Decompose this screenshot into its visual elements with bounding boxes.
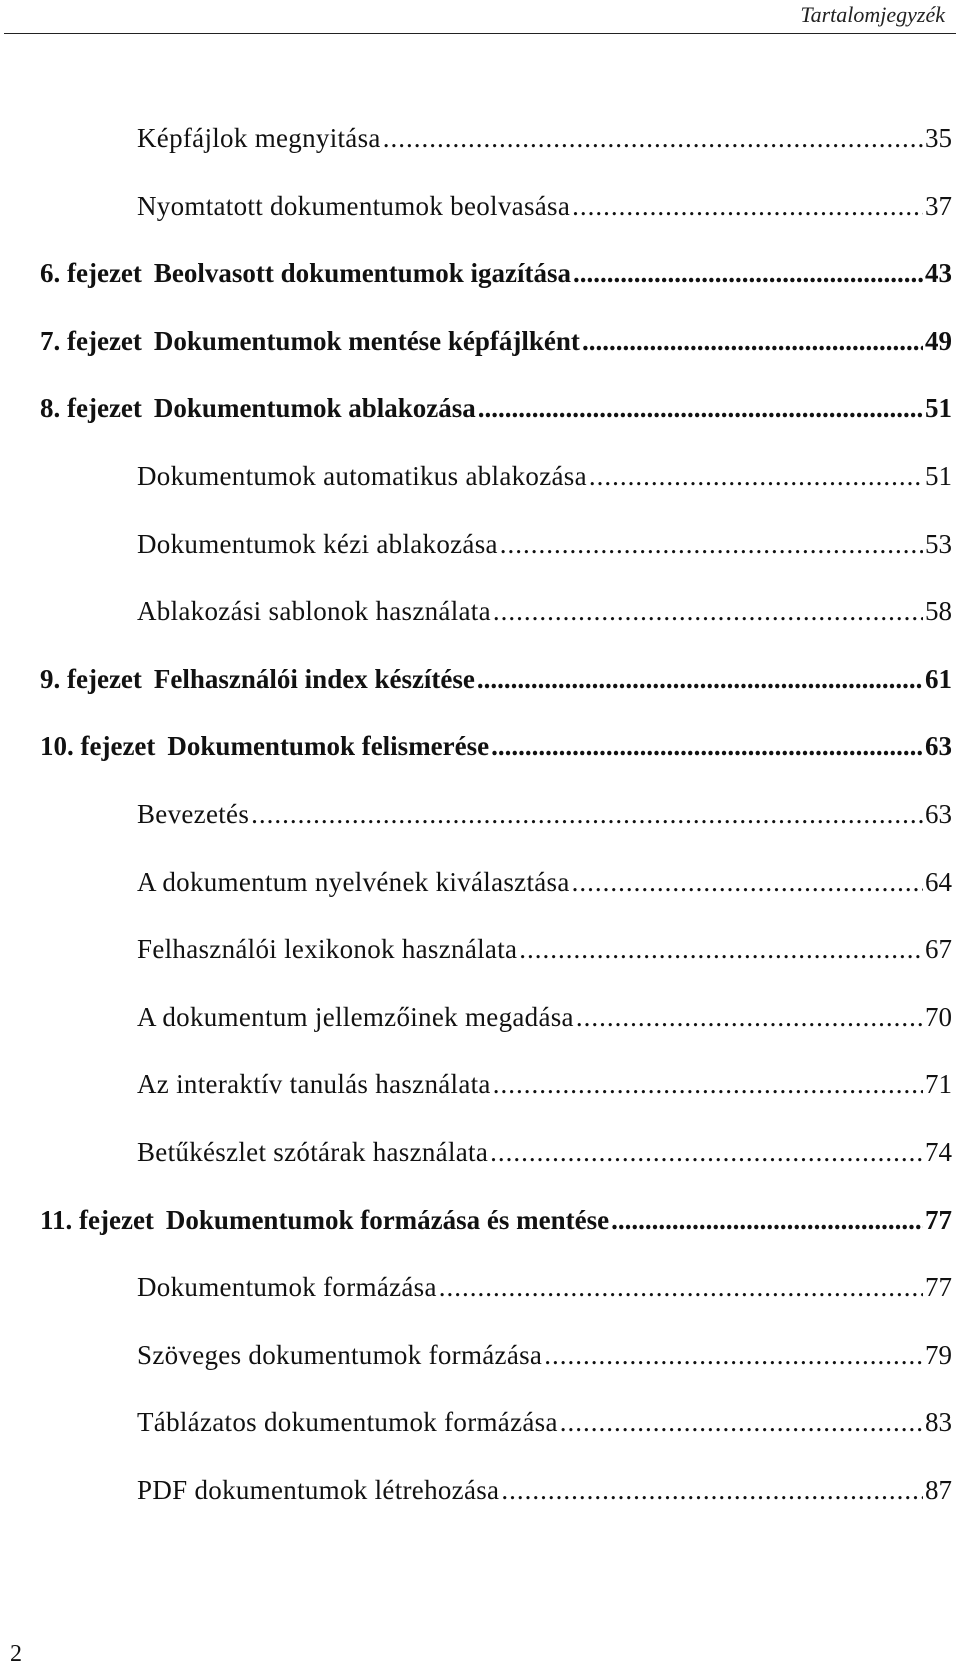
chapter-number: 9. fejezet — [40, 663, 142, 694]
toc-entry[interactable] — [40, 719, 952, 763]
dot-leader — [251, 797, 923, 831]
dot-leader — [560, 1405, 923, 1439]
toc-entry-label — [137, 189, 570, 223]
toc-entry-label — [137, 1473, 499, 1507]
dot-leader — [572, 189, 923, 223]
toc-page-number: 53 — [925, 528, 952, 559]
dot-leader — [493, 594, 923, 628]
toc-entry-label — [137, 1270, 437, 1304]
section-title: A dokumentum nyelvének kiválasztása — [137, 866, 570, 897]
toc-entry[interactable] — [137, 179, 952, 223]
dot-leader — [582, 324, 923, 358]
toc-entry-label — [40, 256, 571, 290]
toc-page-number: 87 — [925, 1475, 952, 1505]
section-title: Nyomtatott dokumentumok beolvasása — [137, 190, 571, 221]
toc-entry[interactable] — [137, 111, 952, 155]
dot-leader — [589, 459, 923, 493]
toc-page-number: 77 — [925, 1204, 952, 1235]
toc-entry-label — [137, 1067, 491, 1101]
dot-leader — [572, 865, 923, 899]
toc-entry[interactable] — [137, 1328, 952, 1372]
section-title: Felhasználói lexikonok használata — [137, 934, 518, 965]
section-title: Dokumentumok kézi ablakozása — [137, 528, 498, 559]
section-title: Bevezetés — [137, 799, 250, 829]
section-title: Képfájlok megnyitása — [137, 123, 381, 153]
toc-entry[interactable] — [137, 517, 952, 561]
toc-entry-label — [40, 1203, 609, 1237]
toc-entry-label — [40, 662, 475, 696]
toc-page-number: 67 — [925, 934, 952, 965]
chapter-title: Dokumentumok ablakozása — [153, 393, 476, 424]
section-title: Szöveges dokumentumok formázása — [137, 1339, 543, 1370]
section-title: Betűkészlet szótárak használata — [137, 1137, 489, 1167]
toc-entry-label — [40, 729, 489, 763]
section-title: Táblázatos dokumentumok formázása — [137, 1407, 558, 1438]
section-title: PDF dokumentumok létrehozása — [137, 1475, 500, 1505]
toc-page-number: 51 — [925, 393, 952, 424]
header-divider — [4, 33, 956, 34]
page-header — [0, 0, 960, 34]
dot-leader — [490, 1135, 923, 1169]
toc-page-number: 58 — [925, 596, 952, 627]
toc-entry-label — [137, 527, 498, 561]
toc-entry[interactable] — [40, 652, 952, 696]
dot-leader — [544, 1338, 923, 1372]
toc-entry-label — [137, 1338, 542, 1372]
toc-entry[interactable] — [137, 584, 952, 628]
toc-page-number: 70 — [925, 1001, 952, 1032]
toc-page-number: 63 — [925, 731, 952, 762]
dot-leader — [439, 1270, 923, 1304]
section-title: Dokumentumok formázása — [137, 1272, 437, 1303]
dot-leader — [491, 729, 923, 763]
toc-entry[interactable] — [40, 314, 952, 358]
toc-entry[interactable] — [137, 1395, 952, 1439]
toc-entry-label — [137, 1000, 574, 1034]
toc-entry-label — [40, 391, 476, 425]
toc-entry-label — [137, 459, 587, 493]
chapter-title: Dokumentumok mentése képfájlként — [153, 325, 580, 356]
toc-entry-label — [137, 865, 570, 899]
toc-entry[interactable] — [40, 381, 952, 425]
toc-entry[interactable] — [40, 246, 952, 290]
chapter-title: Dokumentumok formázása és mentése — [165, 1204, 610, 1235]
dot-leader — [500, 527, 923, 561]
toc-page-number: 63 — [925, 799, 952, 829]
chapter-number: 11. fejezet — [40, 1204, 154, 1235]
dot-leader — [477, 662, 923, 696]
toc-entry[interactable] — [137, 787, 952, 831]
toc-entry[interactable] — [137, 855, 952, 899]
toc-page-number: 35 — [925, 123, 952, 153]
dot-leader — [611, 1203, 923, 1237]
toc-entry[interactable] — [137, 1125, 952, 1169]
toc-entry-label — [137, 594, 491, 628]
toc-page-number: 61 — [925, 663, 952, 694]
chapter-number: 7. fejezet — [40, 325, 142, 356]
chapter-number: 6. fejezet — [40, 258, 142, 289]
toc-page-number: 83 — [925, 1407, 952, 1438]
chapter-title: Felhasználói index készítése — [153, 663, 475, 694]
toc-page-number: 51 — [925, 461, 952, 491]
toc-entry[interactable] — [137, 449, 952, 493]
toc-entry-label — [137, 121, 381, 155]
section-title: Dokumentumok automatikus ablakozása — [137, 461, 587, 491]
dot-leader — [501, 1473, 923, 1507]
chapter-number: 10. fejezet — [40, 731, 156, 762]
toc-page-number: 49 — [925, 325, 952, 356]
toc-entry[interactable] — [137, 1463, 952, 1507]
toc-page-number: 71 — [925, 1069, 952, 1100]
toc-entry-label — [137, 1135, 488, 1169]
chapter-number: 8. fejezet — [40, 393, 142, 424]
page-number: 2 — [10, 1641, 22, 1667]
toc-entry[interactable] — [137, 990, 952, 1034]
running-header-title: Tartalomjegyzék — [800, 2, 945, 27]
dot-leader — [576, 1000, 923, 1034]
dot-leader — [383, 121, 923, 155]
toc-entry[interactable] — [137, 1057, 952, 1101]
toc-entry-label — [137, 932, 517, 966]
chapter-title: Dokumentumok felismerése — [167, 731, 490, 762]
dot-leader — [519, 932, 923, 966]
section-title: Az interaktív tanulás használata — [137, 1069, 491, 1100]
toc-page-number: 64 — [925, 866, 952, 897]
dot-leader — [573, 256, 923, 290]
section-title: Ablakozási sablonok használata — [137, 596, 491, 627]
toc-entry[interactable] — [137, 1260, 952, 1304]
toc-page-number: 43 — [925, 258, 952, 289]
toc-entry-label — [137, 797, 249, 831]
toc-entry-label — [40, 324, 580, 358]
toc-entry[interactable] — [40, 1193, 952, 1237]
toc-page-number: 74 — [925, 1137, 952, 1167]
toc-entry-label — [137, 1405, 558, 1439]
chapter-title: Beolvasott dokumentumok igazítása — [153, 258, 571, 289]
toc-page-number: 37 — [925, 190, 952, 221]
toc-page-number: 79 — [925, 1339, 952, 1370]
dot-leader — [478, 391, 923, 425]
toc-entry[interactable] — [137, 922, 952, 966]
dot-leader — [493, 1067, 923, 1101]
section-title: A dokumentum jellemzőinek megadása — [137, 1001, 574, 1032]
toc-page-number: 77 — [925, 1272, 952, 1303]
